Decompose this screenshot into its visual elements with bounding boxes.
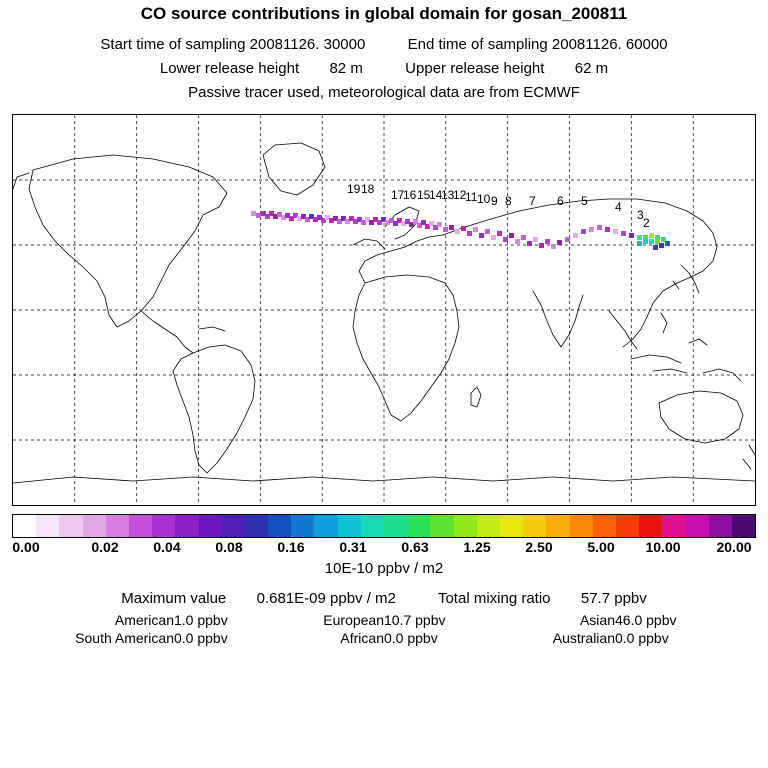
colorbar-swatch-31 (732, 515, 755, 537)
start-time-label: Start time of sampling (100, 36, 246, 53)
release-height-line (0, 60, 768, 77)
day-label-6: 6 (557, 194, 564, 208)
colorbar-swatch-16 (384, 515, 407, 537)
end-time-value: 20081126. 60000 (551, 36, 668, 53)
summary-row (0, 590, 768, 607)
max-value-label: Maximum value (121, 590, 227, 607)
region-value-asian: 46.0 ppbv (615, 612, 677, 628)
lower-release-value: 82 m (329, 60, 363, 77)
colorbar-swatch-2 (59, 515, 82, 537)
region-label-american: American (114, 612, 174, 628)
day-label-5: 5 (581, 194, 588, 208)
colorbar-swatch-27 (639, 515, 662, 537)
colorbar-swatch-10 (245, 515, 268, 537)
colorbar-swatch-14 (338, 515, 361, 537)
colorbar-swatch-18 (430, 515, 453, 537)
colorbar (12, 514, 756, 538)
region-label-australian: Australian (552, 630, 615, 646)
map-gridlines (13, 115, 755, 505)
upper-release-value: 62 m (574, 60, 609, 77)
statistics-block (0, 590, 768, 647)
day-label-2: 2 (643, 216, 650, 230)
day-label-11: 11 (465, 190, 478, 204)
colorbar-tick-7: 1.25 (463, 539, 491, 555)
region-label-african: African (340, 630, 384, 646)
colorbar-tick-2: 0.04 (153, 539, 181, 555)
upper-release-label: Upper release height (405, 60, 545, 77)
region-value-american: 1.0 ppbv (174, 612, 228, 628)
lower-release-label: Lower release height (159, 60, 300, 77)
colorbar-swatch-11 (268, 515, 291, 537)
colorbar-tick-0: 0.00 (12, 539, 40, 555)
colorbar-unit-label: 10E-10 ppbv / m2 (324, 560, 444, 577)
table-row (34, 629, 734, 647)
colorbar-swatch-3 (83, 515, 106, 537)
colorbar-swatch-17 (407, 515, 430, 537)
plume-footprint (251, 211, 670, 250)
colorbar-swatch-22 (523, 515, 546, 537)
region-label-asian: Asian (579, 612, 615, 628)
day-label-16: 16 (403, 188, 417, 202)
colorbar-swatch-12 (291, 515, 314, 537)
region-label-european: European (323, 612, 384, 628)
day-label-17: 17 (391, 188, 405, 202)
start-time-value: 20081126. 30000 (249, 36, 366, 53)
day-label-13: 13 (441, 188, 455, 202)
colorbar-swatch-24 (570, 515, 593, 537)
total-mixing-ratio-label: Total mixing ratio (437, 590, 551, 607)
colorbar-swatch-15 (361, 515, 384, 537)
colorbar-tick-6: 0.63 (401, 539, 429, 555)
colorbar-swatch-0 (13, 515, 36, 537)
colorbar-swatch-21 (500, 515, 523, 537)
colorbar-swatch-28 (662, 515, 685, 537)
colorbar-swatch-7 (175, 515, 198, 537)
tracer-note: Passive tracer used, meteorological data are from ECMWF (188, 84, 580, 101)
day-label-3: 3 (637, 208, 644, 222)
colorbar-tick-10: 10.00 (645, 539, 681, 555)
sampling-time-line (0, 36, 768, 53)
region-contributions-table (34, 611, 734, 647)
region-value-south-american: 0.0 ppbv (174, 630, 228, 646)
colorbar-swatch-19 (454, 515, 477, 537)
colorbar-swatch-20 (477, 515, 500, 537)
colorbar-tick-9: 5.00 (587, 539, 615, 555)
day-label-9: 9 (491, 194, 498, 208)
colorbar-tick-3: 0.08 (215, 539, 243, 555)
colorbar-swatch-29 (685, 515, 708, 537)
day-label-10: 10 (477, 192, 491, 206)
colorbar-tick-5: 0.31 (339, 539, 367, 555)
colorbar-swatch-4 (106, 515, 129, 537)
region-label-south-american: South American (75, 630, 174, 646)
colorbar-swatch-30 (709, 515, 732, 537)
day-label-8: 8 (505, 194, 512, 208)
colorbar-swatch-1 (36, 515, 59, 537)
colorbar-swatch-5 (129, 515, 152, 537)
region-value-african: 0.0 ppbv (384, 630, 438, 646)
colorbar-tick-labels (0, 539, 768, 557)
day-label-12: 12 (453, 188, 467, 202)
day-label-19: 19 (347, 182, 361, 196)
total-mixing-ratio-value: 57.7 ppbv (580, 590, 647, 607)
colorbar-swatch-13 (314, 515, 337, 537)
region-value-australian: 0.0 ppbv (615, 630, 669, 646)
colorbar-swatch-25 (593, 515, 616, 537)
colorbar-swatch-23 (546, 515, 569, 537)
day-label-4: 4 (615, 200, 622, 214)
day-label-7: 7 (529, 194, 536, 208)
end-time-label: End time of sampling (407, 36, 548, 53)
colorbar-swatch-26 (616, 515, 639, 537)
table-row (34, 611, 734, 629)
colorbar-tick-1: 0.02 (91, 539, 119, 555)
colorbar-swatch-9 (222, 515, 245, 537)
day-label-14: 14 (429, 188, 443, 202)
day-label-15: 15 (417, 188, 431, 202)
day-label-18: 18 (361, 182, 375, 196)
colorbar-tick-8: 2.50 (525, 539, 553, 555)
global-map (12, 114, 756, 506)
colorbar-tick-4: 0.16 (277, 539, 305, 555)
page-title: CO source contributions in global domain for gosan_200811 (140, 4, 628, 23)
colorbar-tick-11: 20.00 (716, 539, 752, 555)
colorbar-swatch-8 (199, 515, 222, 537)
max-value-value: 0.681E-09 ppbv / m2 (256, 590, 396, 607)
region-value-european: 10.7 ppbv (384, 612, 446, 628)
colorbar-swatch-6 (152, 515, 175, 537)
